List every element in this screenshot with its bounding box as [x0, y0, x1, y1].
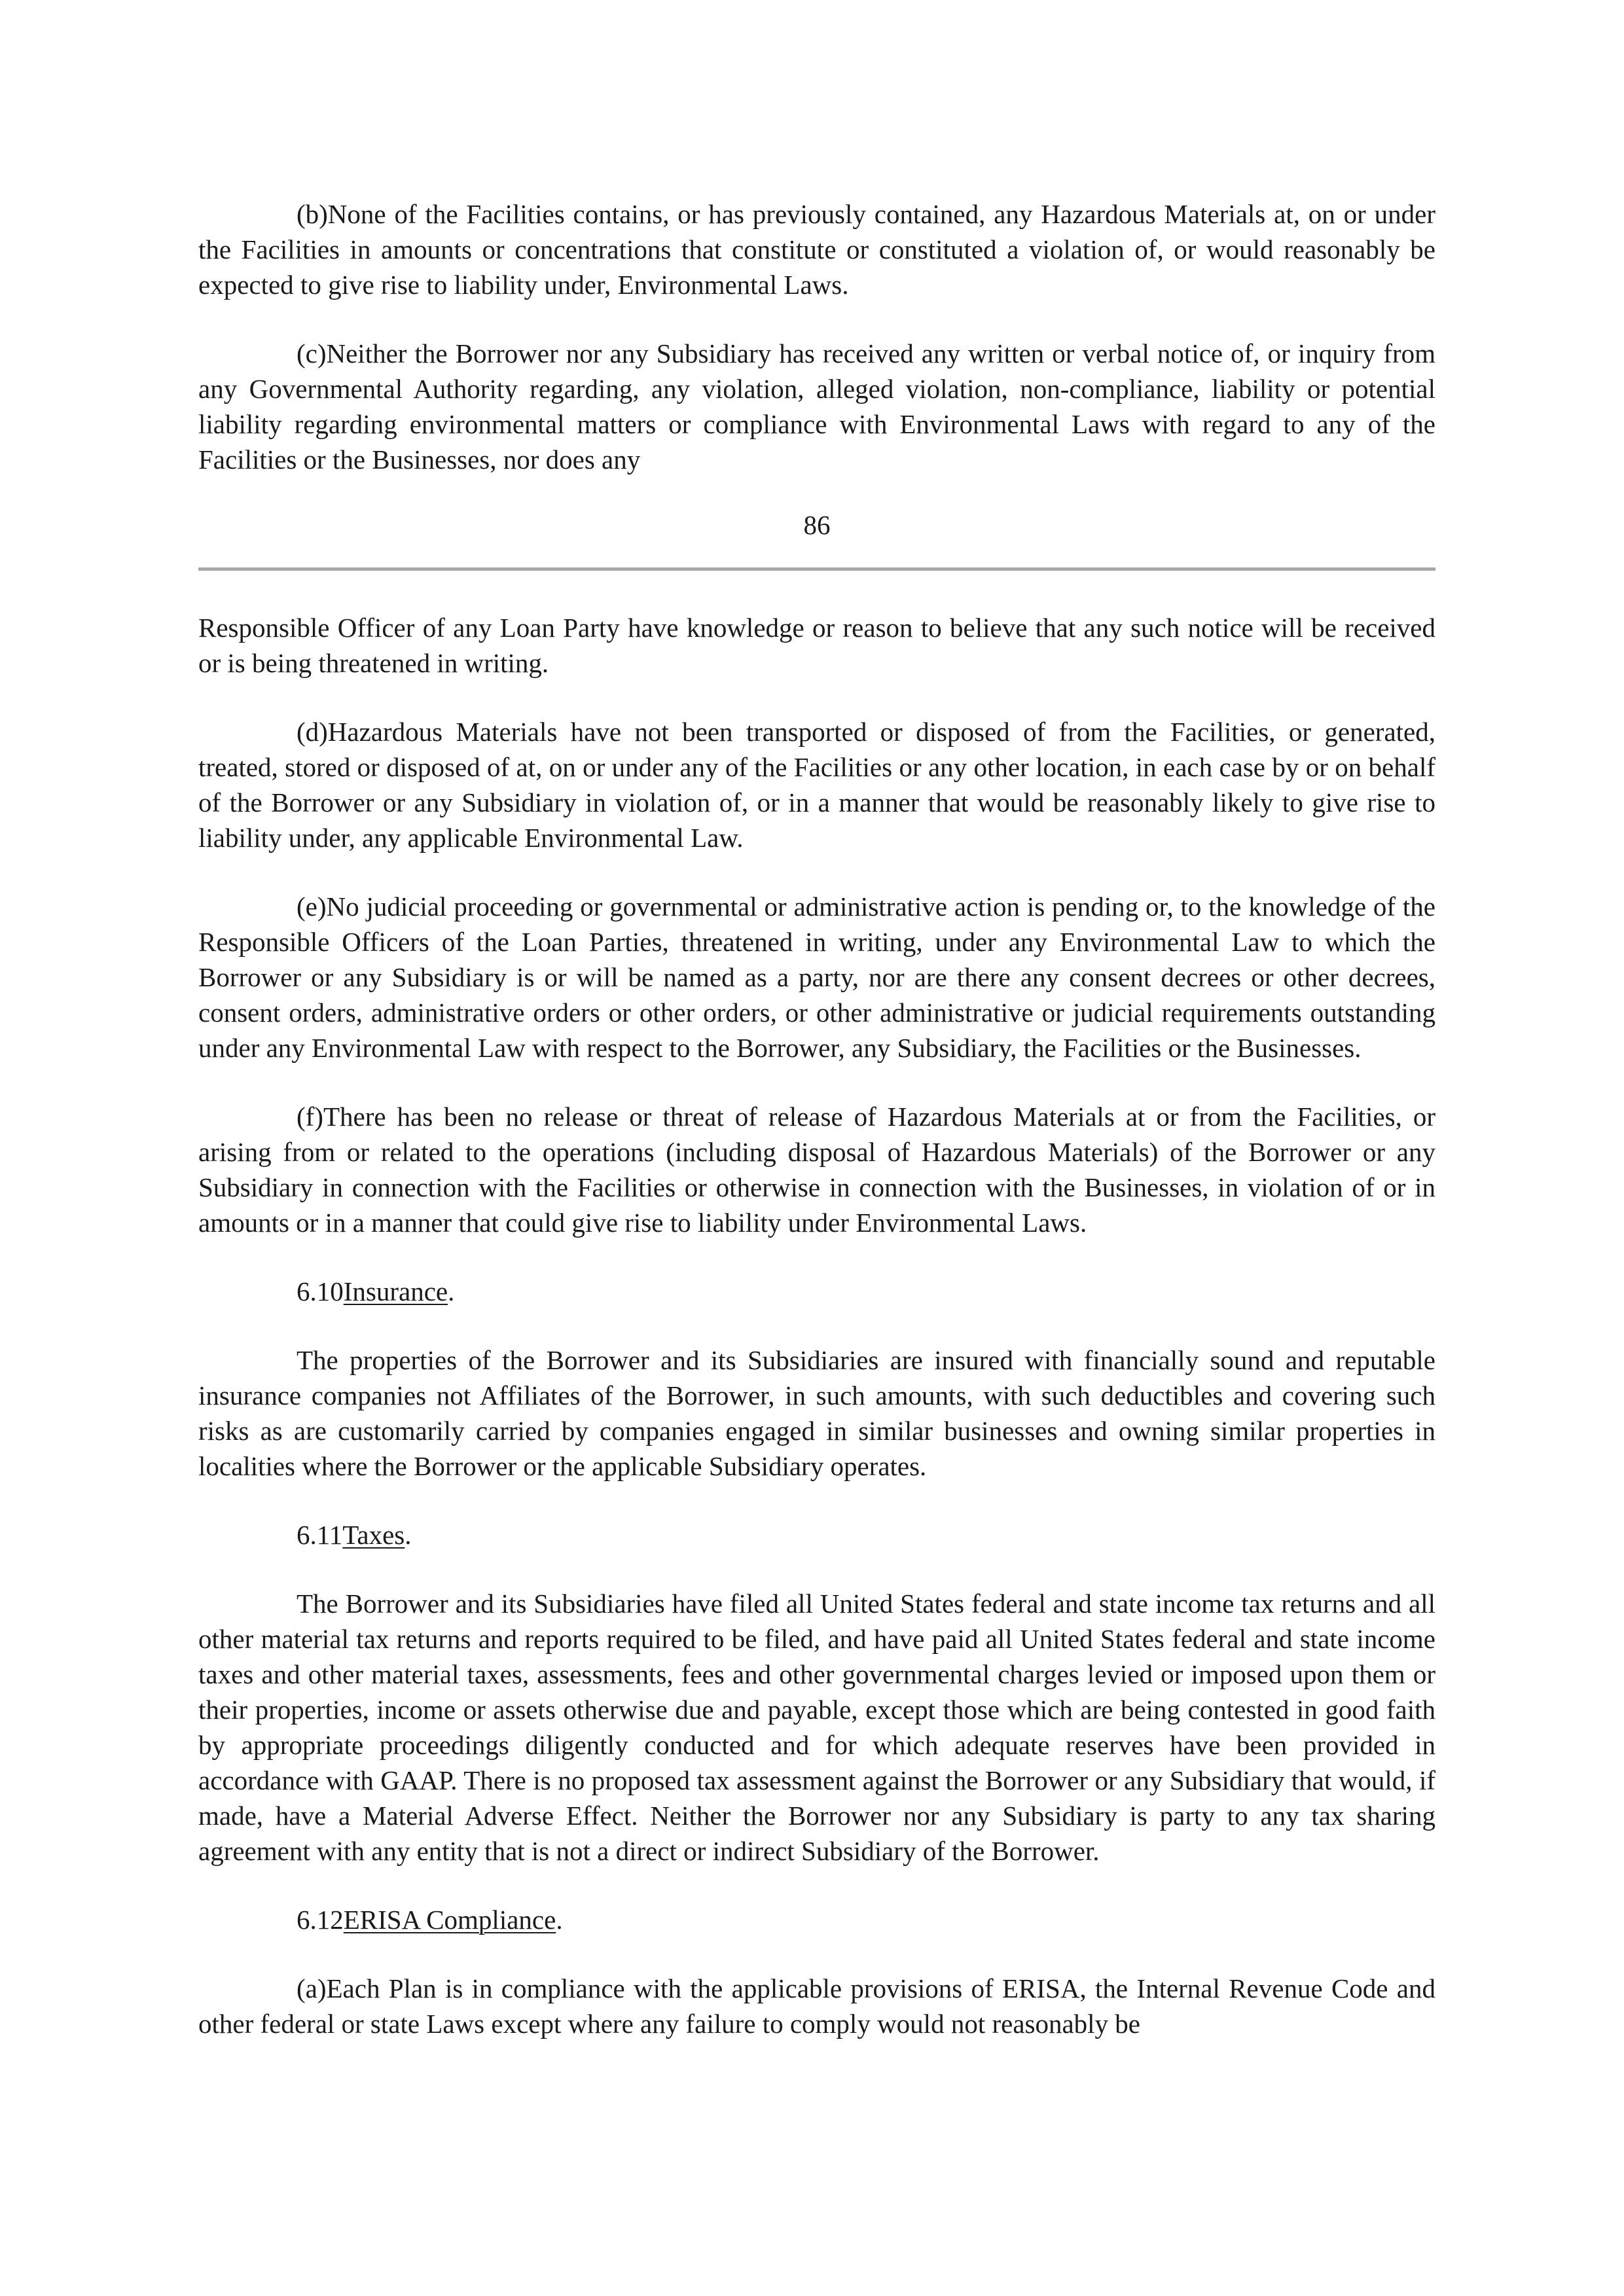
section-heading-erisa [198, 1902, 1435, 1937]
document-page [198, 196, 1435, 2041]
section-trail: . [556, 1905, 563, 1935]
page-number: 86 [803, 510, 831, 540]
paragraph-taxes: The Borrower and its Subsidiaries have filed all United States federal and state income tax returns and all other material tax returns and reports required to be filed, and have paid all United States federal and state income taxes and other material taxes, assessments, fees and other governmental charges levied or imposed upon them or their properties, income or assets otherwise due and payable, except those which are being contested in good faith by appropriate proceedings diligently conducted and for which adequate reserves have been provided in accordance with GAAP. There is no proposed tax assessment against the Borrower or any Subsidiary that would, if made, have a Material Adverse Effect. Neither the Borrower nor any Subsidiary is party to any tax sharing agreement with any entity that is not a direct or indirect Subsidiary of the Borrower. [198, 1588, 1435, 1866]
paragraph-c-continued: Responsible Officer of any Loan Party have knowledge or reason to believe that any such notice will be received or is being threatened in writing. [198, 613, 1435, 678]
section-heading-insurance [198, 1274, 1435, 1309]
paragraph-erisa-a: (a)Each Plan is in compliance with the applicable provisions of ERISA, the Internal Revenue Code and other federal or state Laws except where any failure to comply would not reasonably be [198, 1973, 1435, 2039]
paragraph-b: (b)None of the Facilities contains, or has previously contained, any Hazardous Materials at, on or under the Facilities in amounts or concentrations that constitute or constituted a violation of, or would reasonably be expected to give rise to liability under, Environmental Laws. [198, 199, 1435, 300]
section-number: 6.11 [297, 1520, 343, 1550]
paragraph-e: (e)No judicial proceeding or governmental or administrative action is pending or, to the knowledge of the Responsible Officers of the Loan Parties, threatened in writing, under any Environmental Law to which the Borrower or any Subsidiary is or will be named as a party, nor are there any consent decrees or other decrees, consent orders, administrative orders or other orders, or other administrative or judicial requirements outstanding under any Environmental Law with respect to the Borrower, any Subsidiary, the Facilities or the Businesses. [198, 891, 1435, 1063]
section-heading-taxes [198, 1517, 1435, 1552]
section-number: 6.12 [297, 1905, 344, 1935]
section-number: 6.10 [297, 1276, 344, 1306]
paragraph-c: (c)Neither the Borrower nor any Subsidiary has received any written or verbal notice of, or inquiry from any Governmental Authority regarding, any violation, alleged violation, non-compliance, liability or potential liability regarding environmental matters or compliance with Environmental Laws with regard to any of the Facilities or the Businesses, nor does any [198, 338, 1435, 475]
section-trail: . [405, 1520, 412, 1550]
paragraph-insurance: The properties of the Borrower and its Subsidiaries are insured with financially sound and reputable insurance companies not Affiliates of the Borrower, in such amounts, with such deductibles and covering such risks as are customarily carried by companies engaged in similar businesses and owning similar properties in localities where the Borrower or the applicable Subsidiary operates. [198, 1345, 1435, 1481]
section-title: Taxes [342, 1520, 405, 1550]
section-title: ERISA Compliance [343, 1905, 556, 1935]
paragraph-d: (d)Hazardous Materials have not been transported or disposed of from the Facilities, or generated, treated, stored or disposed of at, on or under any of the Facilities or any other location, in each case by or on behalf of the Borrower or any Subsidiary in violation of, or in a manner that would be reasonably likely to give rise to liability under, any applicable Environmental Law. [198, 717, 1435, 853]
section-trail: . [448, 1276, 455, 1306]
page-break-divider [198, 567, 1435, 571]
section-title: Insurance [343, 1276, 448, 1306]
paragraph-f: (f)There has been no release or threat of release of Hazardous Materials at or from the Facilities, or arising from or related to the operations (including disposal of Hazardous Materials) of the Borrower or any Subsidiary in connection with the Facilities or otherwise in connection with the Businesses, in violation of or in amounts or in a manner that could give rise to liability under Environmental Laws. [198, 1102, 1435, 1238]
